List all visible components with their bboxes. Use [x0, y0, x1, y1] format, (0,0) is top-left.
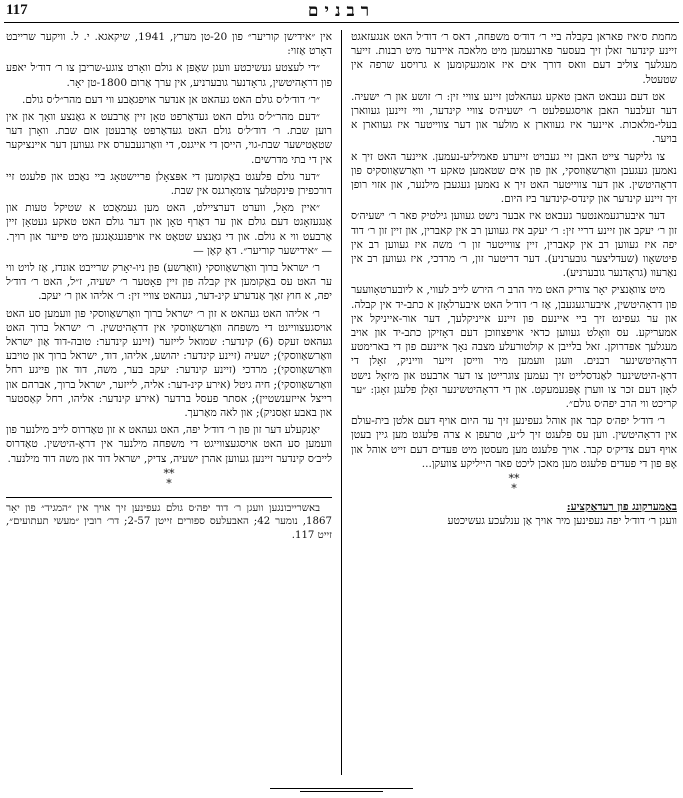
running-title: רבנים [307, 1, 376, 21]
paragraph: יאַנקעלע דער זון פון ר׳ דוד׳ל יפה, האט געהאט א זון טאַדרוס לייב מילנער פון וועמען סע האט אויסגעצווייגט די משפחה מילנער אין דראָ-היטשין. טאַדרוס לייב׳ס קינדער זיינען געווען אהרן ישעיה, צדיק, ישראל דוד און משה דוד מילנער. [6, 424, 332, 465]
section-stars: ** * [163, 466, 175, 490]
paragraph: אין ״אידישן קוריער״ פון 20-טן מערץ, 1941, שיקאגא. י. ל. וויקער שרייבט דאָרט אַזוי: [6, 31, 332, 58]
page-header [0, 0, 683, 24]
ornament-line [270, 788, 413, 789]
header-rule [4, 22, 679, 23]
column-divider [341, 30, 342, 775]
paragraph: ר׳ ישראל ברוך וואַרשאַווסקי (וואַרשע) פון ניו-יאָרק שרייבט אונדז, אַז לויט ווי ער האט עס באַקומען אין קבלה פון זיין פאָטער ר׳ ישעיה, ז״ל, האט ר׳ דוד׳ל יפה, א חוץ זאַך אַנדערע קינ-דער, געהאט צוויי זין: ר׳ אליהו און ר׳ יעקב. [6, 262, 332, 303]
bottom-ornament [270, 788, 413, 792]
page-number: 117 [6, 2, 28, 18]
left-column [6, 30, 332, 545]
paragraph: מחמת ס׳איז פאראן בקבלה ביי ר׳ דוד׳ס משפחה, דאס ר׳ דוד׳ל האט אנגעזאגט זיינע קינדער זאלן זיך בעסער פארנעמען מיט מלאכה איידער מיט רבנות. זייער מעגלעך צוליב דעם וואס דורך אים איז אומגעקומען א גרויסע שרפה אין שטעטל. [351, 31, 677, 86]
section-stars: ** * [508, 472, 520, 496]
paragraph: מיט צוואַנציק יאָר צוריק האט מיר הרב ר׳ הירש לייב לעווי, א ליובערטאָוועער פון דראָהיטשין, איבערגעגעבן, אַז ר׳ דוד׳ל האט איבערלאָזן א כתב-יד אין קבלה. און ער געפינט זיך ביי איינעם פון זיינע אייניקלעך, דער אור-אייניקל אין אמעריקע. עס וואָלט געווען כדאי אויפצוזוכן דעם דאָזיקן כתב-יד און אויב מעגלעך אפדרוקן. זאל בלייבן א קולטורעלע מצבה נאָך איינעם פון די בארימטע דראָהיטשינער רבנים. וועגן וועמען מיר ווייסן זייער ווייניק, זאָלן די דראָ-היטשינער לאַנדסלייט זיך נעמען צוגרייטן צו דער ארבעט און מ׳זאָל נישט לאָזן דעם זכר צו ווערן אָפּגעמעקט. און די דראָהיטשינער זאָלן פלעגן זאָגן: ״ער קריכט ווי הרב יפה׳ס גולם״. [351, 284, 677, 411]
paragraph: ״איין מאָל, ווערט דערציילט, האט מען געמאַכט א שטיקל טעות און אַנגעזאָגט דעם גולם און ער דאַרף טאָן און דער גולם האט טאקע געטאָן זיין אַרבעט ווי א גולם. און די גאַנצע שטאַט איז אויפגעגאַנגען מיט פייער און רויך. — ״אידישער קוריער״. דאָ קאַן — [6, 202, 332, 257]
footnote: באשרייבונגען וועגן ר׳ דוד יפה׳ס גולם געפינען זיך אויך אין ״המגיד״ פון יאָר 1867, נומער 42; האבעלעס ספורים זייטן 2-57; דר׳ רובין ״מעשי תעתועים״, זייט 117. [6, 502, 332, 541]
paragraph: ר׳ אליהו האט געהאט א זון ר׳ ישראל ברוך וואַרשאַווסקי פון וועמען סע האט אויסגעצווייגט די משפחה וואַרשאַווסקי אין דראָהיטשין. ר׳ ישראל ברוך האט געהאט זעקס (6) קינדער: שמואל לייזער (זיינע קינדער: טובה-דוד אַון ישראל וואַרשאַווסקי); ישעיה (זיינע קינדער: יהושע, אליהו, דוד, ישראל ברוך און טויבע וואַרשאַווסקי); מרדכי (זיינע קינדער: יעקב בער, משה, דוד און פייגע רחל וואַרשאַווסקי); חיה גיטל (אירע קינ-דער: אליה, לייזער, ישראל ברוך, אברהם און רייצל אייזענשטיין); אסתר פעסל ברדער (אירע קינדער: אליהו, רחל קאַסטער און באבע זאַסניק); און לאה מאַרעך. [6, 307, 333, 420]
paragraph: דער איבערגעמאנטער געבאט איז אבער נישט געווען גילטיק פאר ר׳ ישעיה׳ס זון ר׳ יעקב און זיינע דריי זין: ר׳ יעקב איז געווען רב אין קאברין, און זיין זון ר׳ דוד יפה איז געווען רב אין קאברין, זיין צווייטער זון ר׳ משה איז געווען רב אין פיטשאָוו (שעדליצער גובערניע). דער דריטער זון, ר׳ מרדכי, איז געווען רב אין נאַרעוו (גראָדנער גובערניע). [351, 210, 677, 280]
paragraph: ״ר׳ דוד׳ל׳ס גולם האט געהאט אן אנדער אויפגאַבע ווי דעם מהר״ל׳ס גולם. [21, 93, 320, 106]
ornament-line [300, 791, 383, 792]
paragraph: ״דעם מהר״ל׳ס גולם האט געדאַרפט טאָן זיין אַרבעט א גאַנצע וואָך און אין רוען שבת. ר׳ דוד׳ל׳ס גולם האט געדאַרפט אַרבעטן אום שבת. וואָרן דער שטאַטישער שבת-גוי, הייסן די אייגנס, די וואַרגעבערס איז געווען דער איינציקער אין די בתי מדרשים. [6, 111, 332, 166]
paragraph: ר׳ דוד׳ל יפה׳ס קבר און אוהל געפינען זיך עד היום אויף דעם אלטן בית-עולם אין דראָהיטשין. ווען עס פלעגט זיך ל״ע, טרעפן א צרה פלעגט מען גיין בעטן אויף דעם צדיק׳ס קבר. אויך פלעגט מען מעסטן מיט פעדים דעם זייט אוהל און אָפּ פון די פעדים פלעגט מען מאכן ליכט פאר הייליקע צוועקן... [351, 415, 677, 470]
paragraph: צו גליקער צייט האבן זיי געבויט זייערע פאמיליע-נעמען. איינער האט זיך א נאמען געגעבן וואַרשאַווסקי, און פון אים שטאמען טאקע די וואַרשאַווסקיס פון דראָהיטשין. און דער צווייטער האט זיך א נאמען געגעבן מילנער, און אזוי רופן זיך זיינע קינדער און קינדס-קינדער ביז היום. [351, 150, 677, 206]
paragraph: ״דער גולם פלעגט באַקומען די אפּצאָלן פריישטאָג ביי נאַכט און פלעגט זיי דורכפירן פּינקטלעך צומאָרגנס אין שבת. [6, 170, 332, 198]
notes-heading: באַמערקונג פון רעדאַקציע: [566, 501, 677, 514]
footnote-rule [6, 497, 332, 498]
paragraph: אט דעם געבאט האבן טאקע געהאלטן זיינע צוויי זין: ר׳ זושע און ר׳ ישעיה. דער זעלבער האבן אויסגעפלעט ר׳ ישעיה׳ס צוויי קינדער, וויי זיינען געווארן בעלי-מלאכות. איינער איז געווארן א מולער און דער צווייטער איז געווארן א בויער. [351, 90, 677, 146]
right-column [351, 30, 677, 532]
notes-text: וועגן ר׳ דוד׳ל יפה געפינען מיר אויך אַן ענלעכע געשיכטע [447, 515, 677, 528]
paragraph: ״די לעצטע געשיכטע וועגן שאַפן א גולם וואָרט צוגע-שריבן צו ר׳ דוד׳ל יאפע פון דראָהיטשין, גראָדנער גובערניע, אין ערך אַרום 1800-טן יאָר. [6, 62, 332, 89]
